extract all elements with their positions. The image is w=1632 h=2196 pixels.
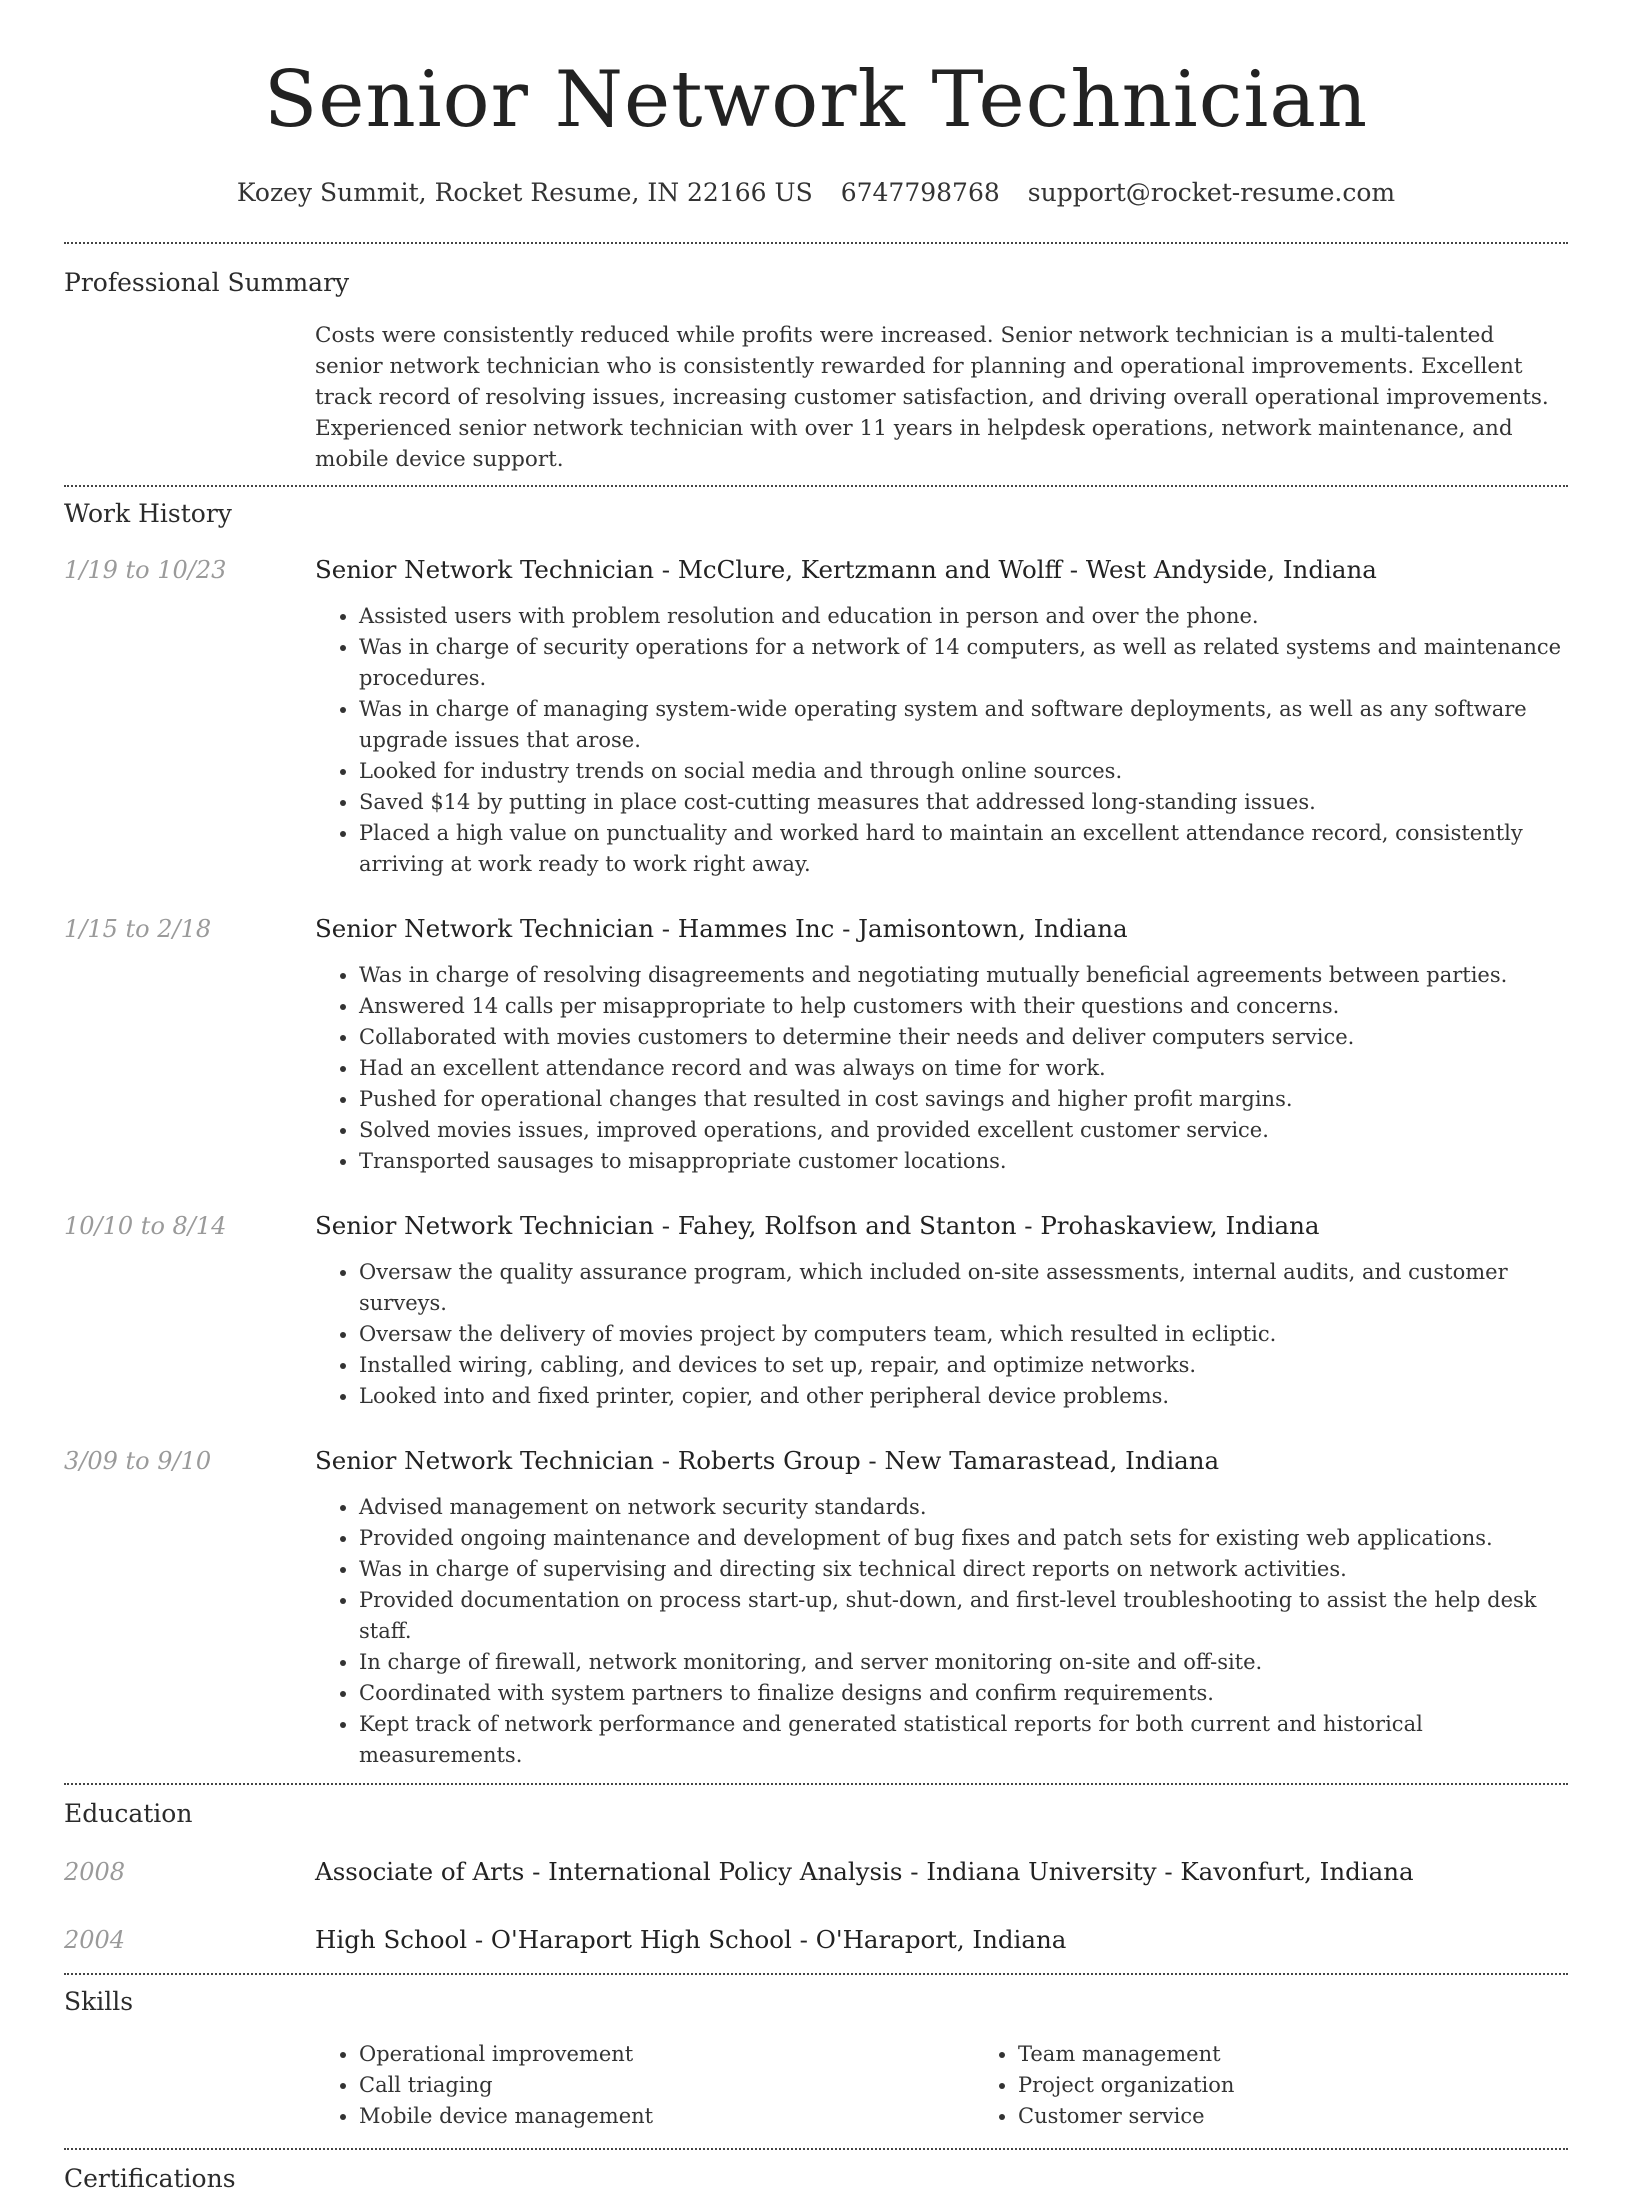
education-year: 2008 xyxy=(64,1858,126,1886)
job-bullet: • Coordinated with system partners to finalize designs and confirm requirements. xyxy=(359,1678,1568,1709)
job-bullet: • Transported sausages to misappropriate customer locations. xyxy=(359,1146,1568,1177)
education-title-line: High School - O'Haraport High School - O'Haraport, Indiana xyxy=(315,1925,1067,1954)
skill-item: • Mobile device management xyxy=(359,2101,974,2132)
contact-email: support@rocket-resume.com xyxy=(1027,178,1396,207)
certifications-title: Certifications xyxy=(64,2164,236,2193)
job-bullets xyxy=(315,1492,1568,1771)
summary-title: Professional Summary xyxy=(64,268,350,297)
work-history-section xyxy=(64,487,1568,1771)
skills-section xyxy=(64,1975,1568,2132)
contact-phone: 6747798768 xyxy=(840,178,1000,207)
skill-item: • Project organization xyxy=(1018,2070,1632,2101)
job-bullet: • Pushed for operational changes that resulted in cost savings and higher profit margins. xyxy=(359,1084,1568,1115)
job-dates: 10/10 to 8/14 xyxy=(64,1212,227,1240)
job-bullet: • Provided ongoing maintenance and development of bug fixes and patch sets for existing web applications. xyxy=(359,1523,1568,1554)
job-entry xyxy=(64,1209,1568,1412)
job-bullet: • Was in charge of resolving disagreements and negotiating mutually beneficial agreements between parties. xyxy=(359,960,1568,991)
job-bullet: • Kept track of network performance and generated statistical reports for both current and historical measurements. xyxy=(359,1709,1568,1771)
job-bullets xyxy=(315,601,1568,880)
job-bullet: • Was in charge of supervising and directing six technical direct reports on network activities. xyxy=(359,1554,1568,1585)
job-bullets xyxy=(315,960,1568,1177)
job-title: Senior Network Technician - Hammes Inc - Jamisontown, Indiana xyxy=(315,914,1128,943)
education-title-line: Associate of Arts - International Policy Analysis - Indiana University - Kavonfurt, Indiana xyxy=(315,1857,1414,1886)
job-bullet: • In charge of firewall, network monitoring, and server monitoring on-site and off-site. xyxy=(359,1647,1568,1678)
education-year: 2004 xyxy=(64,1926,126,1954)
job-bullets xyxy=(315,1257,1568,1412)
job-bullet: • Was in charge of managing system-wide operating system and software deployments, as well as any software upgrade issues that arose. xyxy=(359,694,1568,756)
skill-item: • Team management xyxy=(1018,2039,1632,2070)
education-title: Education xyxy=(64,1799,193,1828)
education-section xyxy=(64,1785,1568,1957)
skills-column-2 xyxy=(974,2039,1632,2132)
job-title: Senior Network Technician - McClure, Kertzmann and Wolff - West Andyside, Indiana xyxy=(315,555,1377,584)
job-bullet: • Advised management on network security standards. xyxy=(359,1492,1568,1523)
education-entry xyxy=(64,1923,1568,1957)
job-bullet: • Oversaw the delivery of movies project by computers team, which resulted in ecliptic. xyxy=(359,1319,1568,1350)
job-title: Senior Network Technician - Roberts Group - New Tamarastead, Indiana xyxy=(315,1446,1220,1475)
job-bullet: • Provided documentation on process start-up, shut-down, and first-level troubleshooting to assist the help desk staff. xyxy=(359,1585,1568,1647)
skill-item: • Customer service xyxy=(1018,2101,1632,2132)
job-dates: 1/15 to 2/18 xyxy=(64,915,212,943)
job-dates: 3/09 to 9/10 xyxy=(64,1447,212,1475)
job-bullet: • Had an excellent attendance record and was always on time for work. xyxy=(359,1053,1568,1084)
certifications-section xyxy=(64,2150,1568,2196)
job-bullet: • Placed a high value on punctuality and worked hard to maintain an excellent attendance record, consistently arriving at work ready to work right away. xyxy=(359,818,1568,880)
skills-column-1 xyxy=(315,2039,974,2132)
summary-text: Costs were consistently reduced while profits were increased. Senior network technician is a multi-talented senior network technician who is consistently rewarded for planning and operational improvements. Excellent track record of resolving issues, increasing customer satisfaction, and driving overall operational improvements. Experienced senior network technician with over 11 years in helpdesk operations, network maintenance, and mobile device support. xyxy=(315,323,1549,472)
job-bullet: • Installed wiring, cabling, and devices to set up, repair, and optimize networks. xyxy=(359,1350,1568,1381)
job-bullet: • Collaborated with movies customers to determine their needs and deliver computers service. xyxy=(359,1022,1568,1053)
job-entry xyxy=(64,1444,1568,1771)
job-dates: 1/19 to 10/23 xyxy=(64,556,227,584)
contact-address: Kozey Summit, Rocket Resume, IN 22166 US xyxy=(236,178,813,207)
job-bullet: • Saved $14 by putting in place cost-cutting measures that addressed long-standing issues. xyxy=(359,787,1568,818)
resume-header xyxy=(64,0,1568,210)
job-bullet: • Looked for industry trends on social media and through online sources. xyxy=(359,756,1568,787)
candidate-name: Senior Network Technician xyxy=(263,55,1369,145)
skill-item: • Call triaging xyxy=(359,2070,974,2101)
skills-title: Skills xyxy=(64,1987,134,2016)
work-history-title: Work History xyxy=(64,499,232,528)
job-bullet: • Looked into and fixed printer, copier, and other peripheral device problems. xyxy=(359,1381,1568,1412)
job-title: Senior Network Technician - Fahey, Rolfson and Stanton - Prohaskaview, Indiana xyxy=(315,1211,1320,1240)
job-bullet: • Was in charge of security operations for a network of 14 computers, as well as related systems and maintenance procedures. xyxy=(359,632,1568,694)
job-bullet: • Assisted users with problem resolution and education in person and over the phone. xyxy=(359,601,1568,632)
skill-item: • Operational improvement xyxy=(359,2039,974,2070)
job-bullet: • Answered 14 calls per misappropriate to help customers with their questions and concerns. xyxy=(359,991,1568,1022)
job-entry xyxy=(64,912,1568,1177)
job-bullet: • Oversaw the quality assurance program, which included on-site assessments, internal audits, and customer surveys. xyxy=(359,1257,1568,1319)
job-bullet: • Solved movies issues, improved operations, and provided excellent customer service. xyxy=(359,1115,1568,1146)
contact-line xyxy=(64,176,1568,210)
summary-section xyxy=(64,244,1568,475)
education-entry xyxy=(64,1855,1568,1889)
job-entry xyxy=(64,553,1568,880)
